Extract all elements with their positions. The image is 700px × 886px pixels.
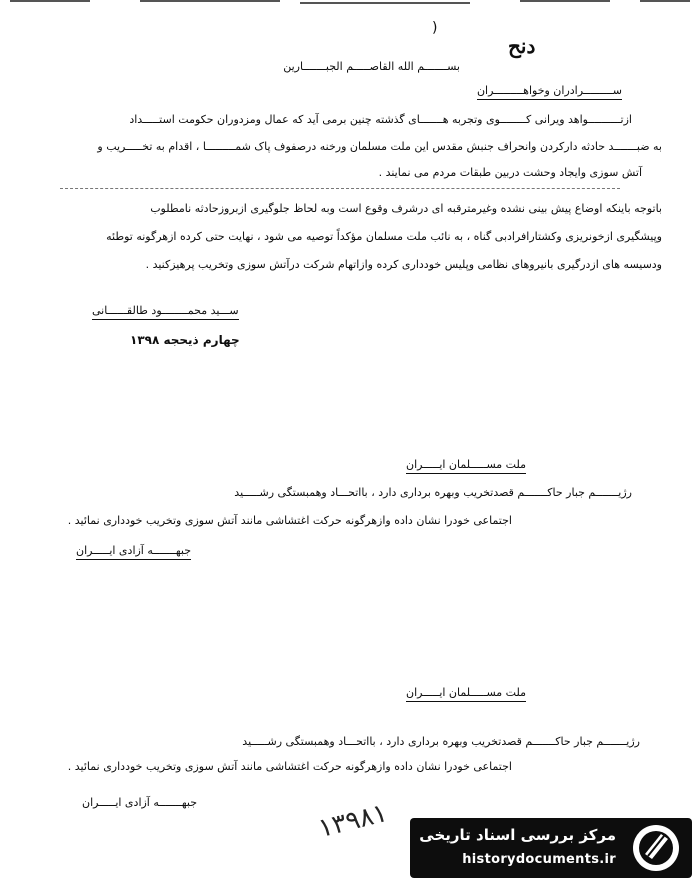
watermark-url: historydocuments.ir: [462, 852, 616, 867]
section2-signature: جبهـــــــه آزادی ایـــــران: [76, 544, 191, 560]
section2-line-1: رژیـــــــم جبار حاکـــــــم قصدتخریب وبهره برداری دارد ، بااتحـــاد وهمبستگی رشـــــید: [234, 486, 632, 499]
basmala: بســـــــم الله القاصـــــم الجبـــــــارين: [283, 60, 460, 73]
section-divider: [60, 188, 620, 189]
signature: ســـید محمــــــــود طالقــــــانی: [92, 304, 239, 320]
section3-heading: ملت مســـــلمان ایـــــران: [406, 686, 526, 702]
document-tag: دنح: [508, 34, 536, 58]
section2-line-2: اجتماعی خودرا نشان داده وازهرگونه حرکت اغتشاشی مانند آتش سوزی وتخریب خودداری نمائید .: [67, 514, 512, 527]
body-line-1: ازتــــــــــواهد ویرانی کــــــــوی وتجربه هـــــــای گذشته چنین برمی آید که عمال ومزدوران حکومت استـــــداد: [129, 113, 632, 126]
greeting: ســـــــــرادران وخواهـــــــــران: [477, 84, 622, 100]
archive-number: ۱۳۹۸۱: [315, 797, 391, 845]
archive-watermark-logo: [410, 818, 692, 878]
body-line-2: به ضبـــــــد حادثه دارکردن وانحراف جنبش مقدس این ملت مسلمان ورخنه درصفوف پاک شمـــــــــا ، اقدام به تخـــــریب و: [97, 140, 662, 153]
archive-emblem-icon: [628, 822, 684, 874]
section3-signature: جبهـــــــه آزادی ایـــــران: [82, 796, 198, 809]
body-line-4: باتوجه باینکه اوضاع پیش بینی نشده وغیرمترقبه ای درشرف وقوع است وبه لحاظ جلوگیری ازبروزحادثه نامطلوب: [150, 202, 662, 215]
body-line-3: آتش سوزی وایجاد وحشت دربین طبقات مردم می نمایند .: [378, 166, 642, 179]
scan-artifact-top: [0, 0, 700, 8]
body-line-6: ودسیسه های ازدرگیری بانیروهای نظامی وپلیس خودداری کرده وازاتهام شرکت درآتش سوزی وتخریب پرهیزکنید .: [145, 258, 662, 271]
section2-heading: ملت مســـــلمان ایـــــران: [406, 458, 526, 474]
date: چهارم ذیحجه ۱۳۹۸: [130, 333, 240, 347]
section3-line-2: اجتماعی خودرا نشان داده وازهرگونه حرکت اغتشاشی مانند آتش سوزی وتخریب خودداری نمائید .: [67, 760, 512, 773]
body-line-5: وپیشگیری ازخونریزی وکشتارافرادبی گناه ، به نائب ملت مسلمان مؤکداً توصیه می شود ، نهایت حتی کرده ازهرگونه توطئه: [106, 230, 662, 243]
section3-line-1: رژیـــــــم جبار حاکـــــــم قصدتخریب وبهره برداری دارد ، بااتحـــاد وهمبستگی رشـــــید: [242, 735, 640, 748]
page-mark: (: [432, 20, 438, 36]
watermark-name: مرکز بررسی اسناد تاریخی: [419, 826, 616, 844]
